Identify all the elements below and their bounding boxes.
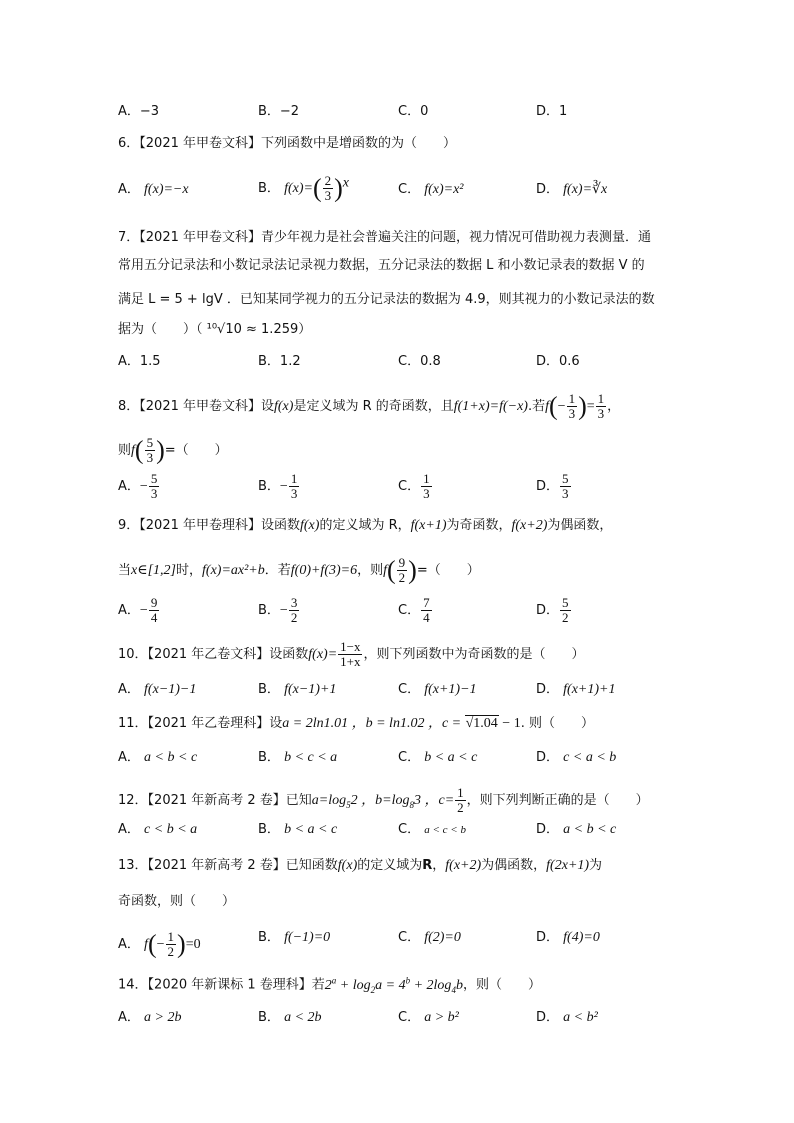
q6-option-a — [118, 182, 189, 198]
q7-line-1: 7．【2021 年甲卷文科】青少年视力是社会普遍关注的问题，视力情况可借助视力表测量．通 — [118, 230, 651, 245]
q6-a-expr: f(x)=−x — [144, 182, 189, 197]
q6-a-label: A． — [118, 182, 140, 197]
q10-text-b: ，则下列函数中为奇函数的是（ ） — [363, 647, 585, 662]
q7-option-c: C．0.8 — [398, 354, 441, 369]
q12-option-d: D． a < b < c — [536, 822, 617, 837]
q9-line-1: 9．【2021 年甲卷理科】设函数f(x)的定义域为 R，f(x+1)为奇函数，f(x+2)为偶函数， — [118, 518, 613, 533]
q8-text-e: =（ ） — [164, 443, 228, 458]
q9-a-label: A． — [118, 603, 140, 618]
q7-option-a: A．1.5 — [118, 354, 161, 369]
q9-text-a: 9．【2021 年甲卷理科】设函数 — [118, 518, 300, 533]
q8-line-1: 8．【2021 年甲卷文科】设f(x)是定义域为 R 的奇函数，且f(1+x)=f(−x).若f(− $\frac{1}{3}$ )= $\frac{1}{3}$ ， — [118, 391, 621, 421]
q9-b-label: B． — [258, 603, 280, 618]
q6-d-label: D． — [536, 182, 560, 197]
q9-text-e: 当 — [118, 563, 132, 578]
q11-option-c: C． b < a < c — [398, 750, 478, 765]
q11-text-a: 11．【2021 年乙卷理科】设 — [118, 716, 283, 731]
q10-option-d: D． f(x+1)+1 — [536, 682, 616, 697]
q6-c-expr: f(x)=x² — [424, 182, 464, 197]
q7-line-2: 常用五分记录法和小数记录法记录视力数据，五分记录法的数据 L 和小数记录表的数据 V 的 — [118, 258, 645, 273]
q9-text-h: ，则 — [357, 563, 384, 578]
q10-option-b: B． f(x−1)+1 — [258, 682, 337, 697]
q12-text-a: 12．【2021 年新高考 2 卷】已知 — [118, 793, 312, 808]
q8-text-b: 是定义域为 R 的奇函数，且 — [293, 399, 454, 414]
q10-text-a: 10．【2021 年乙卷文科】设函数 — [118, 647, 309, 662]
q12-option-a: A． c < b < a — [118, 822, 198, 837]
q13-option-d: D． f(4)=0 — [536, 930, 600, 945]
q8-text-d: 则 — [118, 443, 132, 458]
q5-option-c: C．0 — [398, 104, 429, 119]
q9-text-i: =（ ） — [416, 563, 480, 578]
q11-stem: 11．【2021 年乙卷理科】设a = 2ln1.01 ，b = ln1.02 ，c = √1.04 − 1. 则（ ） — [118, 716, 594, 731]
q12-option-b: B． b < a < c — [258, 822, 338, 837]
q7-option-d: D．0.6 — [536, 354, 580, 369]
q7-option-b: B．1.2 — [258, 354, 301, 369]
q9-line-2: 当x∈[1,2]时，f(x)=ax²+b．若f(0)+f(3)=6，则f( $\frac{9}{2}$ )=（ ） — [118, 555, 480, 585]
q9-text-f: 时， — [176, 563, 203, 578]
q11-option-a: A． a < b < c — [118, 750, 198, 765]
q8-option-b: B．− $\frac{1}{3}$ — [258, 471, 298, 501]
q14-option-a: A． a > 2b — [118, 1010, 182, 1025]
q9-option-d: D． $\frac{5}{2}$ — [536, 595, 569, 625]
q8-a-label: A． — [118, 479, 140, 494]
q9-text-c: 为奇函数， — [446, 518, 512, 533]
q8-option-a: A．− $\frac{5}{3}$ — [118, 471, 158, 501]
q5-option-b: B．−2 — [258, 104, 300, 119]
q9-d-label: D． — [536, 603, 560, 618]
q12-text-b: ，则下列判断正确的是（ ） — [466, 793, 649, 808]
q7-line-4: 据为（ ）（ ¹⁰√10 ≈ 1.259） — [118, 322, 312, 337]
q8-c-label: C． — [398, 479, 421, 494]
q12-option-c: C． a < c < b — [398, 822, 466, 837]
q14-stem: 14．【2020 年新课标 1 卷理科】若$2^a + \log_2a = 4^b + 2\log_4b$，则（ ） — [118, 975, 541, 995]
q6-option-b: B． f(x)=( $\frac{2}{3}$ )$^x$ — [258, 173, 349, 203]
q8-text-a: 8．【2021 年甲卷文科】设 — [118, 399, 274, 414]
q13-line-2: 奇函数，则（ ） — [118, 894, 236, 909]
q5-option-a: A．−3 — [118, 104, 160, 119]
q12-stem: 12．【2021 年新高考 2 卷】已知$a=\log_52$ ，$b=\log_83$ ，c= $\frac{1}{2}$ ，则下列判断正确的是（ ） — [118, 785, 649, 815]
q6-option-c — [398, 182, 464, 198]
q10-option-a: A． f(x−1)−1 — [118, 682, 197, 697]
q14-option-b: B． a < 2b — [258, 1010, 322, 1025]
q13-option-a: A． f(− $\frac{1}{2}$ )=0 — [118, 929, 201, 959]
q8-d-label: D． — [536, 479, 560, 494]
q6-stem: 6．【2021 年甲卷文科】下列函数中是增函数的为（ ） — [118, 136, 456, 151]
q13-line-1: 13．【2021 年新高考 2 卷】已知函数f(x)的定义域为R，f(x+2)为偶函数，f(2x+1)为 — [118, 858, 603, 873]
q11-text-b: . 则（ ） — [520, 716, 594, 731]
q6-b-label: B． — [258, 181, 280, 196]
q10-stem: 10．【2021 年乙卷文科】设函数f(x)= $\frac{1-x}{1+x}$ ，则下列函数中为奇函数的是（ ） — [118, 639, 585, 669]
q6-c-label: C． — [398, 182, 421, 197]
q11-option-b: B． b < c < a — [258, 750, 338, 765]
q11-expr: a = 2ln1.01 ，b = ln1.02 ，c = — [282, 716, 465, 731]
q8-option-d: D． $\frac{5}{3}$ — [536, 471, 569, 501]
q9-text-g: ．若 — [264, 563, 291, 578]
q13-option-b: B． f(−1)=0 — [258, 930, 331, 945]
q9-text-d: 为偶函数， — [547, 518, 613, 533]
q8-b-label: B． — [258, 479, 280, 494]
q11-option-d: D． c < a < b — [536, 750, 617, 765]
q9-text-b: 的定义域为 R， — [319, 518, 411, 533]
q14-option-d: D． a < b² — [536, 1010, 598, 1025]
q8-option-c: C． $\frac{1}{3}$ — [398, 471, 430, 501]
q5-option-d: D．1 — [536, 104, 568, 119]
q9-c-label: C． — [398, 603, 421, 618]
q10-option-c: C． f(x+1)−1 — [398, 682, 477, 697]
q8-text-c: .若 — [527, 399, 546, 414]
q13-option-c: C． f(2)=0 — [398, 930, 461, 945]
q9-option-a: A．− $\frac{9}{4}$ — [118, 595, 158, 625]
q9-option-b: B．− $\frac{3}{2}$ — [258, 595, 298, 625]
q14-option-c: C． a > b² — [398, 1010, 459, 1025]
q7-line-3: 满足 L = 5 + lgV ．已知某同学视力的五分记录法的数据为 4.9，则其视力的小数记录法的数 — [118, 292, 655, 307]
q6-option-d — [536, 182, 607, 198]
q8-line-2: 则f( $\frac{5}{3}$ )=（ ） — [118, 435, 228, 465]
q6-d-expr: f(x)=∛x — [563, 182, 608, 197]
q9-option-c: C． $\frac{7}{4}$ — [398, 595, 430, 625]
